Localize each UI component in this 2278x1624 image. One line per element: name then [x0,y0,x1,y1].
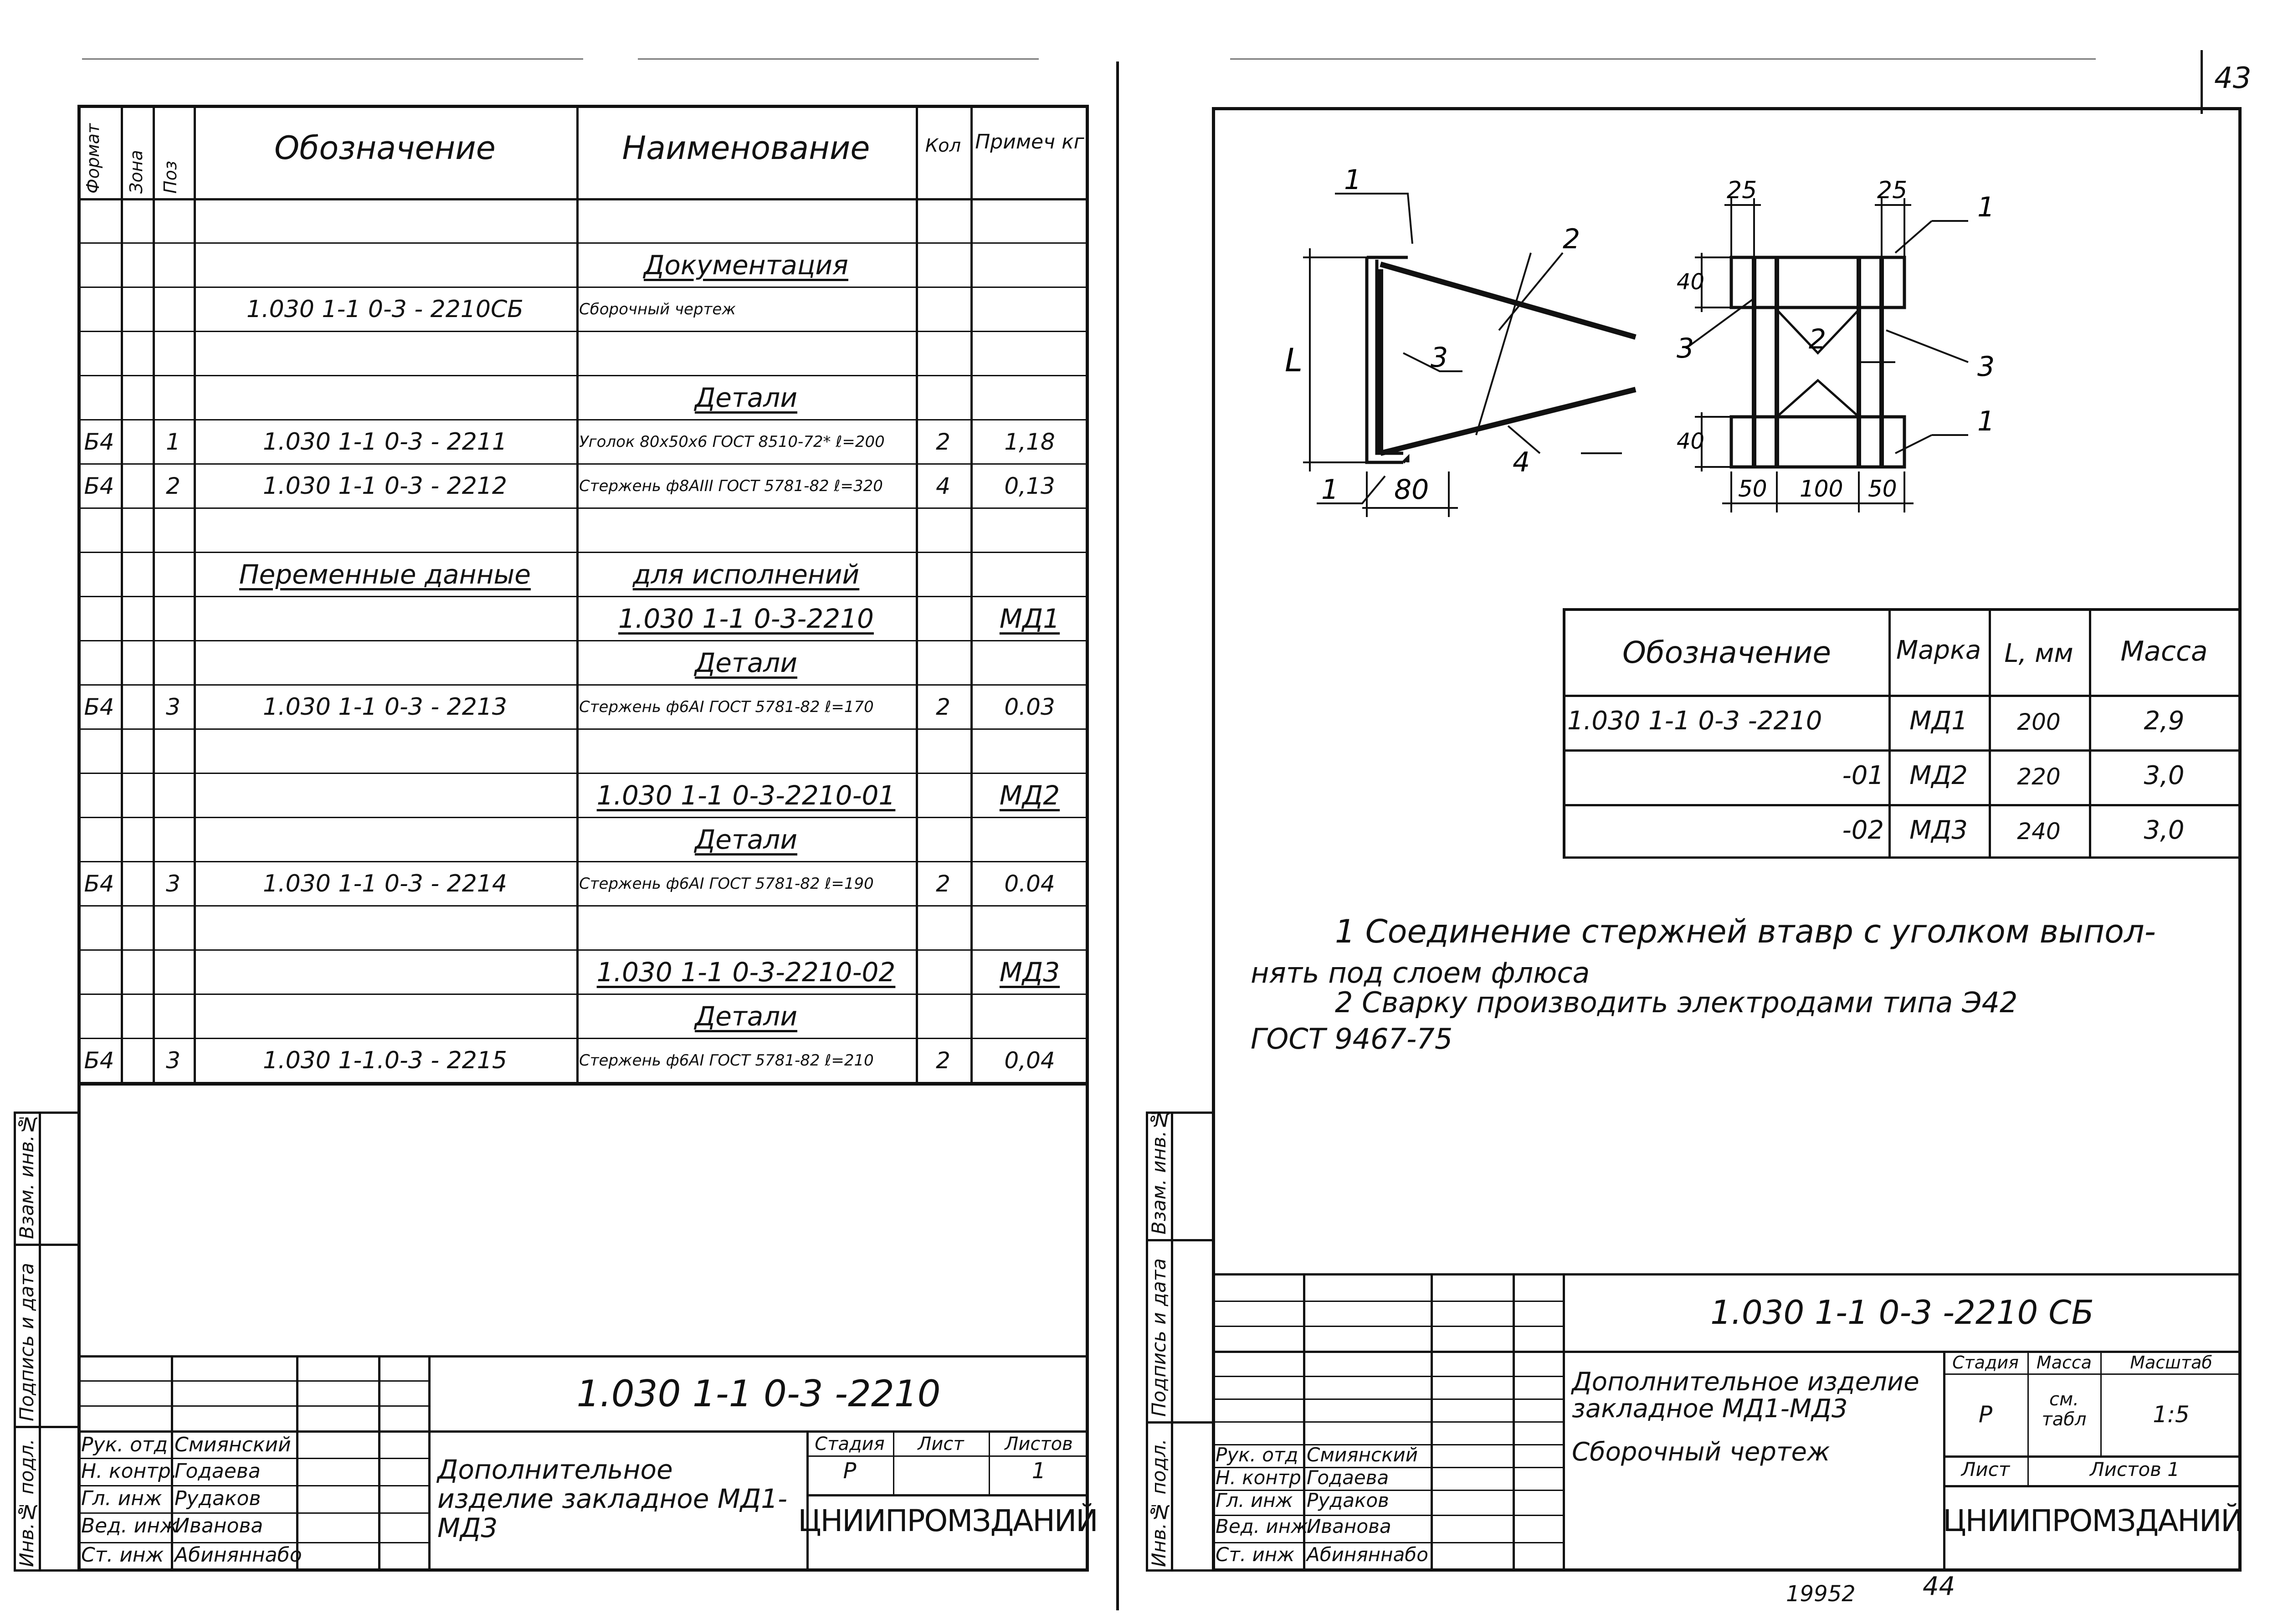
spec-cell-name: Уголок 80х50х6 ГОСТ 8510-72* ℓ=200 [579,432,885,451]
note-line-3: 2 Сварку производить электродами типа Э42 [1335,986,2018,1019]
spec-cell-name: 1.030 1-1 0-3-2210-01 [596,779,896,811]
spec-row-line [77,463,1089,465]
spec-cell-name: Документация [644,249,848,281]
plate-bottom [1731,417,1904,467]
lbl-right-50b: 50 [1868,476,1897,502]
tb-line [1212,1273,2242,1276]
tb-person-name: Рудаков [174,1487,261,1510]
left-side-label-inv: Инв.№ подл. [15,1439,38,1567]
left-tb-sheet-label: Лист [918,1434,964,1455]
tb-person-name: Смиянский [174,1433,291,1456]
spec-cell-name: Стержень ф6АI ГОСТ 5781-82 ℓ=210 [579,1051,874,1070]
spec-cell-qty: 2 [936,870,950,897]
variant-designation: 1.030 1-1 0-3 -2210 [1567,706,1822,736]
spec-cell-name: Детали [694,382,798,413]
tb-role: Рук. отд [1216,1444,1298,1466]
right-side-split [1171,1112,1173,1572]
archive-page: 44 [1923,1572,1955,1601]
spec-row-line [77,287,1089,288]
spec-row-line [77,507,1089,509]
variant-mass: 3,0 [2144,761,2185,790]
right-tb-title: Дополнительное изделие закладное МД1-МД3 [1572,1367,1919,1424]
hdr-qty: Кол [925,135,961,156]
left-side-label-replace: Взам. инв.№ [15,1112,38,1239]
right-tb-stage: Р [1978,1401,1993,1428]
spec-cell-name: 1.030 1-1 0-3-2210-02 [596,956,896,988]
page-number-rule [2201,50,2203,114]
lbl-right-3b: 3 [1977,351,1995,383]
variant-length: 240 [2017,818,2061,845]
lbl-left-3: 3 [1431,342,1448,374]
assembly-drawing [1212,107,2242,563]
tb-role: Гл. инж [81,1487,162,1510]
archive-number: 19952 [1786,1581,1856,1607]
tb-person-name: Смиянский [1307,1444,1418,1466]
tb-line [1212,1326,1563,1327]
spec-cell-note: МД1 [999,603,1060,634]
tb-line [1212,1421,1563,1423]
spec-row-line [77,728,1089,730]
vt-hdr-mark: Марка [1896,635,1981,665]
lbl-right-40b: 40 [1677,429,1705,454]
col-line [576,105,579,1084]
top-dash [638,58,1039,60]
vt-row [1563,749,2242,752]
tb-role: Вед. инж [1216,1515,1308,1537]
lbl-right-25b: 25 [1877,177,1908,204]
spec-cell-format: Б4 [84,428,114,455]
spec-row-line [77,1082,1089,1083]
right-tb-stage-label: Стадия [1952,1352,2019,1373]
top-dash [82,58,583,60]
col-line [916,105,918,1084]
spec-row-line [77,905,1089,907]
spec-row-line [77,949,1089,951]
spec-cell-name: Детали [694,647,798,678]
spec-cell-designation: 1.030 1-1 0-3 - 2210СБ [246,295,523,323]
tb-line [77,1430,1089,1433]
tb-role: Рук. отд [81,1433,168,1456]
spec-cell-pos: 2 [166,472,180,499]
spec-row-line [77,552,1089,553]
lbl-left-2: 2 [1563,223,1580,255]
spec-cell-name: 1.030 1-1 0-3-2210 [618,603,874,634]
left-tb-org: ЦНИИПРОМЗДАНИЙ [798,1503,1098,1538]
right-side-sep [1146,1421,1212,1424]
angle-profile [1367,257,1403,462]
spec-cell-pos: 3 [166,1047,180,1074]
spec-cell-name: Стержень ф6АI ГОСТ 5781-82 ℓ=170 [579,697,874,716]
spec-row-line [77,684,1089,686]
tb-vline [296,1355,298,1572]
tb-role: Н. контр. [81,1460,177,1483]
spec-cell-pos: 3 [166,693,180,720]
spec-cell-format: Б4 [84,1047,114,1074]
spec-cell-note: 0.04 [1004,870,1055,897]
left-tb-title: Дополнительное изделие закладное МД1-МД3 [437,1454,788,1543]
right-tb-sheet-label: Лист [1961,1458,2010,1481]
vt-hdr-mass: Масса [2120,635,2208,667]
lbl-right-100: 100 [1800,476,1843,502]
lbl-left-1-top: 1 [1344,164,1362,196]
lbl-right-50a: 50 [1738,476,1767,502]
tb-person-name: Годаева [174,1460,261,1483]
header-line [77,198,1089,200]
spec-cell-designation: Переменные данные [239,558,531,590]
col-line [970,105,973,1084]
tb-role: Н. контр [1216,1466,1301,1489]
spec-cell-name: для исполнений [632,558,860,590]
tb-vline [1431,1273,1433,1572]
tb-line [1943,1455,2242,1458]
lbl-left-1-bottom: 1 [1321,474,1339,506]
vt-hdr-designation: Обозначение [1622,635,1831,670]
spec-cell-name: Детали [694,1000,798,1032]
vt-row [1563,856,2242,859]
right-side-sep [1146,1239,1212,1241]
tb-person-name: Рудаков [1307,1489,1389,1511]
left-tb-sheets-label: Листов [1005,1434,1073,1455]
variant-mass: 2,9 [2144,706,2185,736]
tb-line [1212,1376,1563,1377]
col-line [121,105,123,1084]
variant-designation: -01 [1842,761,1884,790]
left-tb-code: 1.030 1-1 0-3 -2210 [576,1373,941,1415]
right-tb-mass: см. табл [2042,1389,2087,1430]
right-side-label-inv: Инв.№ подл. [1148,1439,1170,1567]
left-side-split [39,1112,41,1572]
variant-length: 200 [2017,709,2061,735]
hdr-designation: Обозначение [274,129,496,167]
spec-cell-name: Стержень ф8АIII ГОСТ 5781-82 ℓ=320 [579,476,883,495]
spec-cell-designation: 1.030 1-1.0-3 - 2215 [263,1046,507,1074]
left-side-sep [14,1244,77,1246]
spec-row-line [77,994,1089,995]
tb-line [806,1494,1089,1496]
spec-cell-format: Б4 [84,870,114,897]
tb-person-name: Иванова [1307,1515,1391,1537]
spec-cell-note: 1,18 [1004,428,1055,455]
tb-line [77,1458,428,1459]
top-dash [1230,58,2096,60]
spec-row-line [77,596,1089,597]
tb-person-name: Абиняннабо [1307,1543,1428,1566]
page-number: 43 [2214,61,2252,95]
left-side-label-sign: Подпись и дата [15,1263,38,1421]
tb-role: Ст. инж [81,1543,164,1567]
spec-cell-pos: 3 [166,870,180,897]
sheet-divider [1116,61,1119,1610]
hdr-format: Формат [83,123,103,194]
spec-row-line [77,331,1089,332]
tb-line [77,1355,1089,1358]
lbl-left-80: 80 [1394,474,1429,506]
left-tb-stage: Р [843,1458,857,1484]
variant-designation: -02 [1842,815,1884,845]
col-line [194,105,196,1084]
variant-mark: МД3 [1909,815,1968,845]
spec-cell-qty: 2 [936,693,950,720]
right-side-label-replace: Взам. инв.№ [1148,1108,1170,1235]
left-tb-sheets: 1 [1031,1458,1046,1484]
right-tb-sheets-label: Листов 1 [2090,1458,2180,1481]
spec-cell-pos: 1 [166,428,180,455]
spec-cell-designation: 1.030 1-1 0-3 - 2211 [263,428,507,456]
plate-top [1731,257,1904,307]
spec-cell-qty: 2 [936,428,950,455]
col-line [153,105,155,1084]
lbl-left-4: 4 [1513,446,1530,478]
spec-cell-name: Стержень ф6АI ГОСТ 5781-82 ℓ=190 [579,874,874,893]
tb-line [77,1485,428,1486]
spec-cell-format: Б4 [84,472,114,499]
tb-vline [1513,1273,1515,1572]
variant-mark: МД1 [1909,706,1968,736]
tb-line [1943,1485,2242,1487]
spec-cell-designation: 1.030 1-1 0-3 - 2213 [263,693,507,721]
note-line-2: нять под слоем флюса [1251,956,1590,989]
hdr-note: Примеч кг [975,130,1084,154]
tb-role: Вед. инж [81,1514,178,1537]
spec-cell-note: 0.03 [1004,693,1055,720]
tb-line [1943,1373,2242,1375]
spec-cell-name: Детали [694,824,798,855]
tb-role: Ст. инж [1216,1543,1295,1566]
note-line-1: 1 Соединение стержней втавр с уголком выпол- [1335,913,2156,950]
hdr-zone: Зона [126,150,146,194]
lbl-right-1b: 1 [1977,405,1995,437]
spec-row-line [77,419,1089,420]
rod-lower [1380,389,1636,453]
right-tb-code: 1.030 1-1 0-3 -2210 СБ [1710,1293,2094,1332]
spec-cell-format: Б4 [84,693,114,720]
tb-person-name: Иванова [174,1514,263,1537]
spec-row-line [77,242,1089,244]
lbl-right-25a: 25 [1727,177,1757,204]
lbl-right-3a: 3 [1677,333,1694,364]
spec-row-line [77,1038,1089,1039]
right-tb-subtitle: Сборочный чертеж [1572,1437,1830,1467]
spec-cell-note: 0,04 [1004,1047,1055,1074]
tb-person-name: Абиняннабо [174,1543,302,1567]
variant-length: 220 [2017,763,2061,790]
tb-person-name: Годаева [1307,1466,1389,1489]
right-tb-scale: 1:5 [2153,1401,2190,1428]
tb-line [77,1380,428,1382]
spec-cell-designation: 1.030 1-1 0-3 - 2214 [263,870,507,897]
tb-line [77,1405,428,1407]
tb-line [1212,1399,1563,1400]
spec-cell-designation: 1.030 1-1 0-3 - 2212 [263,472,507,500]
tb-vline [378,1355,380,1572]
vt-row [1563,695,2242,697]
variant-mark: МД2 [1909,761,1968,790]
lbl-right-2: 2 [1809,323,1827,355]
vt-row [1563,804,2242,806]
spec-cell-note: МД2 [999,779,1060,811]
right-tb-org: ЦНИИПРОМЗДАНИЙ [1943,1503,2242,1538]
lbl-left-L: L [1285,342,1303,379]
hdr-pos: Поз [160,160,180,194]
spec-row-line [77,640,1089,641]
lbl-right-1a: 1 [1977,191,1995,223]
spec-row-line [77,817,1089,818]
left-tb-stage-label: Стадия [815,1434,885,1455]
tb-line [806,1455,1089,1457]
lbl-right-40a: 40 [1677,269,1705,295]
left-side-sep [14,1426,77,1428]
spec-cell-note: 0,13 [1004,472,1055,499]
variant-mass: 3,0 [2144,815,2185,845]
spec-row-line [77,773,1089,774]
spec-cell-qty: 2 [936,1047,950,1074]
tb-line [1212,1301,1563,1302]
spec-row-line [77,861,1089,862]
table-bottom-line [77,1083,1089,1086]
note-line-4: ГОСТ 9467-75 [1251,1022,1453,1055]
tb-role: Гл. инж [1216,1489,1293,1511]
spec-cell-qty: 4 [936,472,950,499]
right-tb-mass-label: Масса [2036,1352,2092,1373]
vt-hdr-length: L, мм [2004,639,2073,668]
tb-line [77,1512,428,1514]
spec-cell-note: МД3 [999,956,1060,988]
right-side-label-sign: Подпись и дата [1148,1258,1170,1417]
right-tb-scale-label: Масштаб [2130,1352,2212,1373]
hdr-name: Наименование [622,129,870,167]
spec-cell-name: Сборочный чертеж [579,300,736,318]
spec-row-line [77,375,1089,376]
